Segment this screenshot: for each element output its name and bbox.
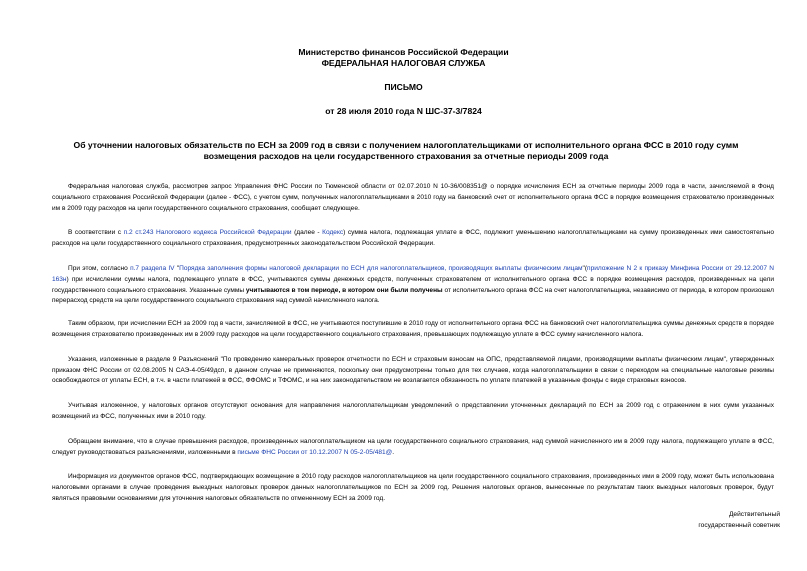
document-type: ПИСЬМО bbox=[384, 82, 423, 92]
link-section-iv[interactable]: п.7 раздела IV bbox=[130, 264, 175, 272]
paragraph-6: Учитывая изложенное, у налоговых органов отсутствуют основания для направления налогоплательщикам уведомлений о представлении уточненных деклараций по ЕСН за 2009 год с отражением в них сумм указанных возмещений из ФСС, полученных ими в 2010 году. bbox=[52, 402, 774, 420]
paragraph-3 bbox=[52, 264, 774, 307]
link-fns-letter[interactable]: письме ФНС России от 10.12.2007 N 05-2-05/481@ bbox=[237, 448, 393, 456]
link-tax-code[interactable]: Кодекс bbox=[322, 229, 344, 237]
emphasis-text: учитываются в том периоде, в котором они были получены bbox=[245, 286, 443, 294]
signature-line-2: государственный советник bbox=[698, 522, 780, 529]
text-span: ) при исчислении суммы налога, подлежащего уплате в ФСС, учитываются суммы денежных средств, полученных страхователем от исполнительного органа ФСС в порядке возмещения расходов, произведенных на цели государственного социального страхования. Указанные суммы bbox=[52, 275, 774, 294]
text-span: При этом, согласно bbox=[68, 264, 131, 272]
text-span: (далее - bbox=[291, 229, 323, 237]
paragraph-1: Федеральная налоговая служба, рассмотрев запрос Управления ФНС России по Тюменской области от 02.07.2010 N 10-36/008351@ о порядке исчисления ЕСН за отчетные периоды 2009 года в части, зачисляемой в Фонд социального страхования Российской Федерации (далее - ФСС), с учетом сумм, полученных налогоплательщиками в 2010 году на банковский счет от исполнительного органа ФСС в порядке возмещения страхователю произведенных им в 2009 году расходов на цели государственного социального страхования, сообщает следующее. bbox=[52, 183, 774, 212]
link-declaration-procedure[interactable]: Порядка заполнения формы налоговой декларации по ЕСН для налогоплательщиков, производящих выплаты физическим лицам bbox=[179, 264, 583, 272]
ministry-name: Министерство финансов Российской Федерации bbox=[298, 47, 509, 57]
paragraph-8: Информация из документов органов ФСС, подтверждающих возмещение в 2010 году расходов налогоплательщиков на цели государственного социального страхования, произведенных ими в 2009 году, может быть использована налоговыми органами в случае проведения выездных налоговых проверок данных налогоплательщиков по ЕСН за 2009 год. Решения налоговых органов, вынесенные по результатам таких выездных налоговых проверок, будут являться правовыми основаниями для уточнения налоговых обязательств по отмененному ЕСН за 2009 год. bbox=[52, 473, 774, 502]
text-span: В соответствии с bbox=[68, 229, 124, 237]
paragraph-2 bbox=[52, 228, 774, 250]
paragraph-7 bbox=[52, 437, 774, 459]
signature-line-1: Действительный bbox=[728, 511, 780, 518]
document-date-number: от 28 июля 2010 года N ШС-37-3/7824 bbox=[325, 105, 482, 116]
link-tax-code-article[interactable]: п.2 ст.243 Налогового кодекса Российской Федерации bbox=[123, 229, 292, 237]
letter-body bbox=[52, 182, 774, 519]
text-span: " bbox=[174, 264, 180, 272]
service-name: ФЕДЕРАЛЬНАЯ НАЛОГОВАЯ СЛУЖБА bbox=[321, 57, 486, 68]
letter-header bbox=[0, 47, 807, 116]
text-span: . bbox=[392, 448, 395, 456]
text-span: ) сумма налога, подлежащая уплате в ФСС, подлежит уменьшению налогоплательщиками на сумму произведенных ими самостоятельно расходов на цели государственного социального страхования, предусмотренных законодательством Российской Федерации. bbox=[52, 229, 774, 248]
letter-subject: Об уточнении налоговых обязательств по ЕСН за 2009 год в связи с получением налогоплательщиками от исполнительного органа ФСС в 2010 году сумм возмещения расходов на цели государственного страхования за отчетные периоды 2009 года bbox=[73, 140, 739, 161]
signature-block bbox=[640, 509, 780, 531]
text-span: от исполнительного органа ФСС на счет налогоплательщика, независимо от периода, в котором произошел перерасход средств на цели государственного социального страхования над суммой начисленного налога. bbox=[52, 286, 774, 305]
text-span: "( bbox=[582, 264, 588, 272]
paragraph-4: Таким образом, при исчислении ЕСН за 2009 год в части, зачисляемой в ФСС, не учитываются поступившие в 2010 году от исполнительного органа ФСС на банковский счет налогоплательщика суммы денежных средств в порядке возмещения страхователю произведенных им в 2009 году расходов на цели государственного социального страхования, превышающих подлежащую уплате в ФСС сумму начисленного налога. bbox=[52, 320, 774, 338]
paragraph-5: Указания, изложенные в разделе 9 Разъяснений "По проведению камеральных проверок отчетности по ЕСН и страховым взносам на ОПС, представляемой лицами, производящими выплаты физическим лицам", утвержденных приказом ФНС России от 02.08.2005 N САЭ-4-05/49дсп, в данном случае не применяются, поскольку они предусмотрены только для тех случаев, когда налогоплательщики в связи с переходом на специальные налоговые режимы освобождаются от уплаты ЕСН, в т.ч. в части платежей в ФСС, ФФОМС и ТФОМС, и на них законодательством не возлагается обязанность по уплате платежей в указанные фонды с виде страховых взносов. bbox=[52, 355, 774, 385]
link-minfin-order[interactable]: приложение N 2 к приказу Минфина России от 29.12.2007 N 163н bbox=[52, 264, 774, 283]
text-span: Обращаем внимание, что в случае превышения расходов, произведенных налогоплательщиком на цели государственного социального страхования, над суммой начисленного им в 2009 году налога, подлежащего уплате в ФСС, следует руководствоваться разъяснениями, изложенными в bbox=[52, 437, 774, 456]
